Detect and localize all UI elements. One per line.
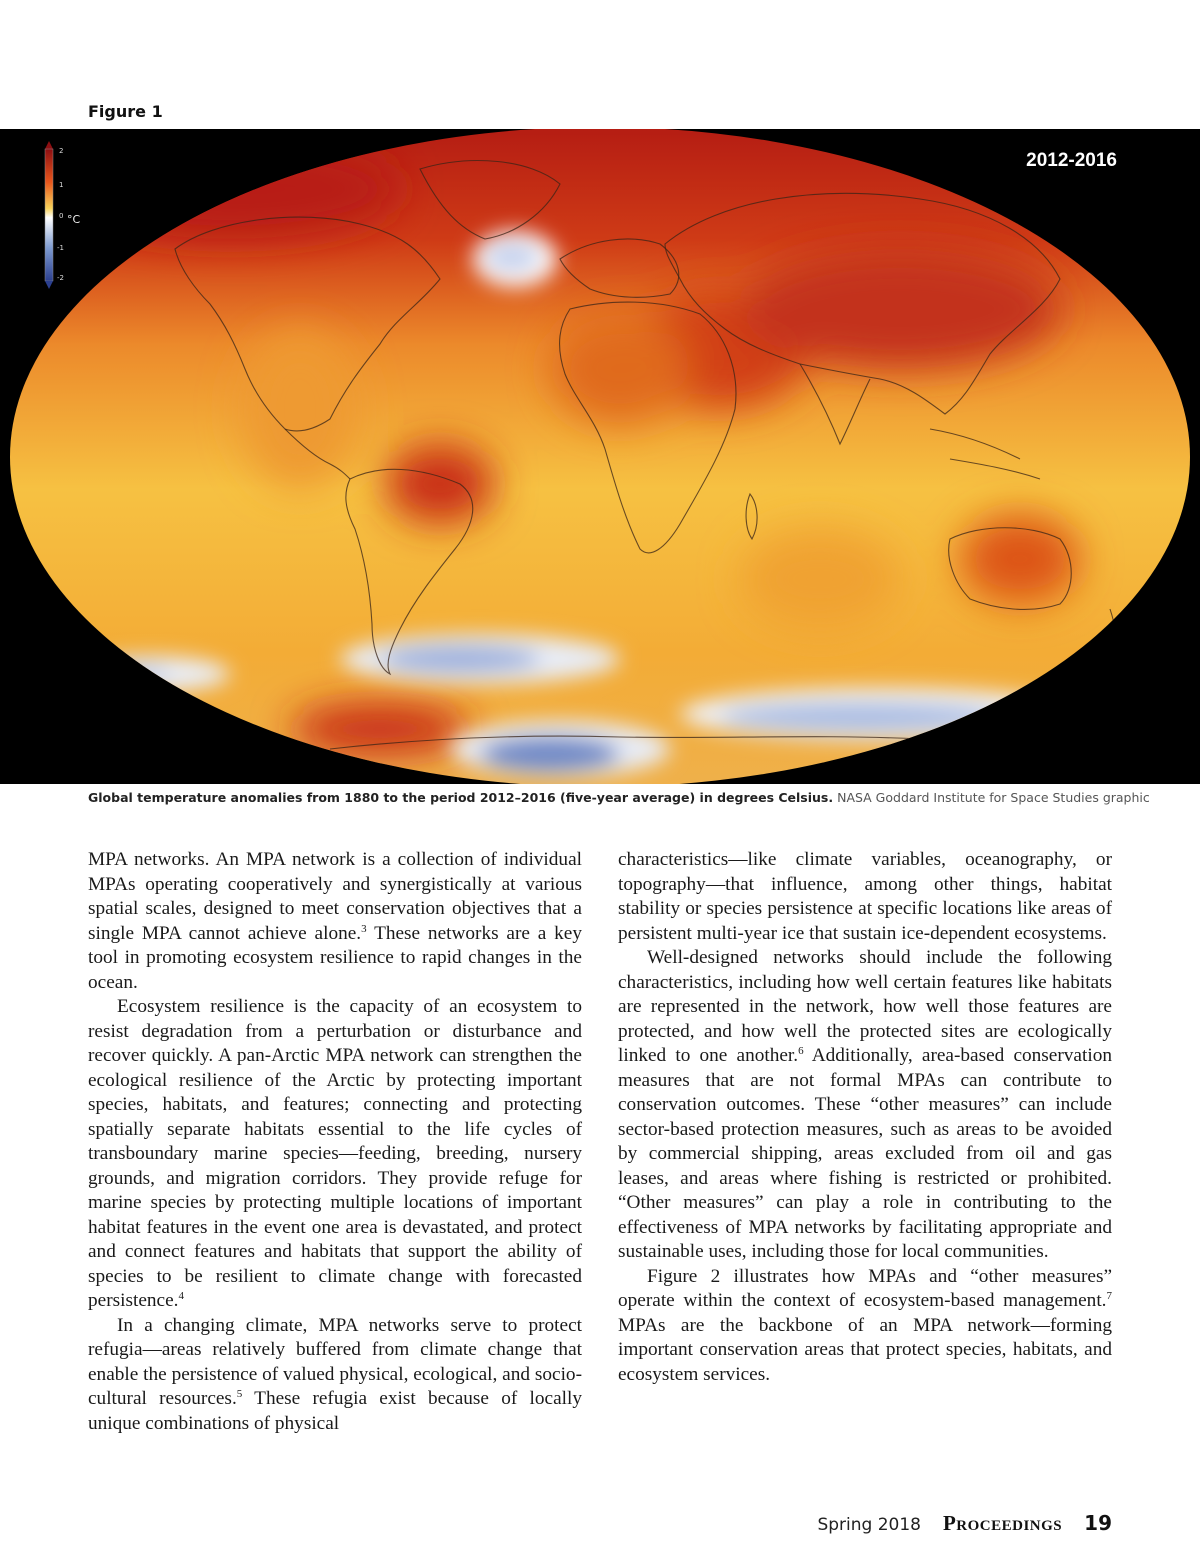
colorbar-tick-1: 1 [59, 181, 64, 189]
colorbar-tick-2: 2 [59, 147, 64, 155]
period-label: 2012-2016 [1026, 150, 1117, 171]
body-column-right [618, 848, 1112, 1387]
paragraph: Figure 2 illustrates how MPAs and “other measures” operate within the context of ecosystem-based management.$^7$ MPAs are the backbone of an MPA network—forming important conservation areas that protect species, habitats, and ecosystem services. [618, 1265, 1112, 1385]
figure-caption [88, 790, 1150, 805]
anomaly-field [0, 129, 1200, 784]
caption-credit: NASA Goddard Institute for Space Studies graphic [837, 790, 1150, 805]
figure-label: Figure 1 [88, 102, 163, 121]
colorbar-unit: °C [67, 213, 81, 226]
paragraph: Well-designed networks should include the following characteristics, including how well certain features like habitats are represented in the network, how well those features are protected, and how well the protected sites are ecologically linked to one another.$^6$ Additionally, area-based conservation measures that are not formal MPAs can contribute to conservation outcomes. These “other measures” can include sector-based protection measures, such as areas to be avoided by commercial shipping, areas excluded from oil and gas leases, and areas where fishing is restricted or prohibited. “Other measures” can play a role in contributing to the effectiveness of MPA networks by facilitating appropriate and sustainable uses, including those for local communities. [618, 947, 1112, 1262]
paragraph: characteristics—like climate variables, oceanography, or topography—that influence, among other things, habitat stability or species persistence at specific locations like areas of persistent multi-year ice that sustain ice-dependent ecosystems. [618, 849, 1112, 944]
page-footer [817, 1511, 1112, 1536]
issue-season: Spring 2018 [817, 1515, 921, 1535]
paragraph: Ecosystem resilience is the capacity of an ecosystem to resist degradation from a perturbation or disturbance and recover quickly. A pan-Arctic MPA network can strengthen the ecological resilience of the Arctic by protecting important species, habitats, and features; connecting and protecting spatially separate habitats essential to the life cycles of transboundary marine species—feeding, breeding, nursery grounds, and migration corridors. They provide refuge for marine species by protecting multiple locations of important habitat features in the event one area is devastated, and protect and connect features and habitats that support the ability of species to be resilient to climate change with forecasted persistence.$^4$ [88, 996, 582, 1311]
colorbar-tick-neg2: -2 [57, 274, 64, 282]
paragraph: MPA networks. An MPA network is a collection of individual MPAs operating cooperatively and synergistically at various spatial scales, designed to meet conservation objectives that a single MPA cannot achieve alone.$^3$ These networks are a key tool in promoting ecosystem resilience to rapid changes in the ocean. [88, 849, 582, 993]
page-number: 19 [1084, 1511, 1112, 1535]
caption-text: Global temperature anomalies from 1880 to the period 2012–2016 (five-year average) in degrees Celsius. [88, 790, 834, 805]
paragraph: In a changing climate, MPA networks serve to protect refugia—areas relatively buffered from climate change that enable the persistence of valued physical, ecological, and socio-cultural resources.$^5$ These refugia exist because of locally unique combinations of physical [88, 1314, 582, 1434]
world-map-svg [0, 129, 1200, 784]
temperature-anomaly-map-figure [0, 129, 1200, 784]
colorbar-tick-neg1: -1 [57, 244, 64, 252]
body-column-left [88, 848, 582, 1436]
colorbar-tick-0: 0 [59, 212, 64, 220]
publication-name: Proceedings [942, 1511, 1063, 1535]
